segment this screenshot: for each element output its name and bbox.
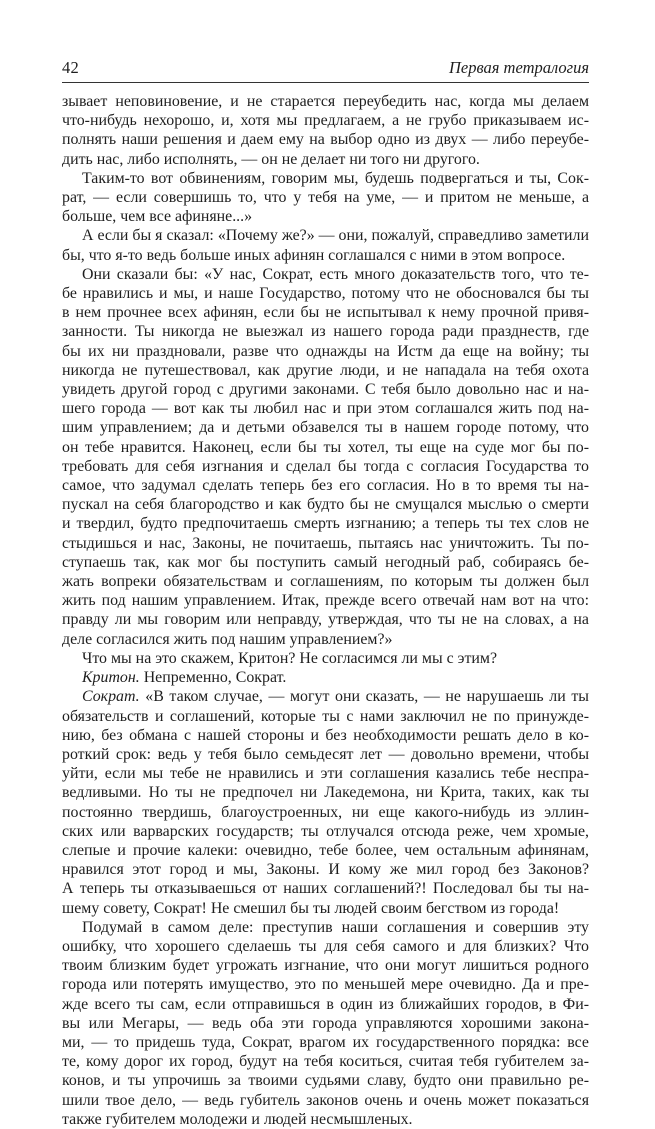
text-line bbox=[62, 918, 589, 937]
paragraph bbox=[62, 92, 589, 169]
text-line bbox=[62, 841, 589, 860]
line-text: вы или Мегары, — ведь оба эти города управляются хорошими закона- bbox=[62, 1014, 589, 1032]
line-text: правду ли мы говорим или неправду, утверждая, что ты не на словах, а на bbox=[62, 611, 589, 629]
page-number: 42 bbox=[62, 58, 79, 77]
text-line bbox=[62, 438, 589, 457]
line-text: ведливыми. Но ты не предпочел ни Лакедемона, ни Крита, таких, как ты bbox=[62, 784, 589, 802]
line-text: жде всего ты сам, если отправишься в один из ближайших городов, в Фи- bbox=[62, 995, 589, 1013]
text-line bbox=[62, 687, 589, 706]
line-text: постоянно твердишь, благоустроенных, ни еще какого-нибудь из эллин- bbox=[62, 803, 589, 821]
line-text: Они сказали бы: «У нас, Сократ, есть много доказательств того, что те- bbox=[82, 265, 589, 283]
text-line bbox=[62, 495, 589, 514]
text-line bbox=[62, 1071, 589, 1090]
text-line bbox=[62, 322, 589, 341]
text-line bbox=[62, 668, 589, 687]
text-line bbox=[62, 610, 589, 629]
text-line bbox=[62, 956, 589, 975]
text-line bbox=[62, 1014, 589, 1033]
line-text: пускал на себя благородство и как будто бы не смущался мыслью о смерти bbox=[62, 496, 589, 514]
header-rule bbox=[62, 82, 589, 83]
text-line bbox=[62, 822, 589, 841]
text-line bbox=[62, 246, 589, 265]
text-line bbox=[62, 418, 589, 437]
line-text: жить под нашим управлением. Итак, прежде всего отвечай нам вот на что: bbox=[62, 592, 589, 610]
text-line bbox=[62, 879, 589, 898]
line-text: А если бы я сказал: «Почему же?» — они, пожалуй, справедливо заметили bbox=[82, 227, 589, 245]
line-text: что-нибудь нехорошо, и, хотя мы предлагаем, а не грубо приказываем ис- bbox=[62, 112, 589, 130]
line-text: шего города — вот как ты любил нас и при этом соглашался жить под на- bbox=[62, 400, 589, 418]
text-line bbox=[62, 188, 589, 207]
line-text: жать вопреки обязательствам и соглашениям, по которым ты должен был bbox=[62, 573, 589, 591]
line-text: деле согласился жить под нашим управлением?» bbox=[62, 630, 393, 648]
line-text: Непременно, Сократ. bbox=[139, 669, 287, 687]
line-text: ступаешь так, как мог бы поступить самый негодный раб, собираясь бе- bbox=[62, 553, 589, 571]
line-text: нравился этот город и мы, Законы. И кому же мил город без Законов? bbox=[62, 861, 589, 879]
line-text: обязательств и соглашений, которые ты с нами заключил не по принужде- bbox=[62, 707, 589, 725]
line-text: самое, что задумал сделать теперь без его согласия. Но в то время ты на- bbox=[62, 477, 589, 495]
line-text: те, кому дорог их город, будут на тебя коситься, считая тебя губителем за- bbox=[62, 1053, 589, 1071]
line-text: дить нас, либо исполнять, — он не делает ни того ни другого. bbox=[62, 150, 480, 168]
text-line bbox=[62, 783, 589, 802]
text-line bbox=[62, 649, 589, 668]
paragraph bbox=[62, 226, 589, 264]
text-line bbox=[62, 150, 589, 169]
line-text: Подумай в самом деле: преступив наши соглашения и совершив эту bbox=[82, 918, 589, 936]
text-line bbox=[62, 1110, 589, 1129]
text-line bbox=[62, 860, 589, 879]
text-line bbox=[62, 975, 589, 994]
line-text: рат, — если совершишь то, что у тебя на уме, — и притом не меньше, а bbox=[62, 189, 589, 207]
text-line bbox=[62, 303, 589, 322]
line-text: А теперь ты отказываешься от наших соглашений?! Последовал бы ты на- bbox=[62, 880, 589, 898]
text-line bbox=[62, 342, 589, 361]
text-line bbox=[62, 534, 589, 553]
text-line bbox=[62, 572, 589, 591]
text-line bbox=[62, 630, 589, 649]
line-text: и твердил, будто предпочитаешь смерть изгнанию; а теперь ты тех слов не bbox=[62, 515, 589, 533]
text-line bbox=[62, 380, 589, 399]
line-text: «В таком случае, — могут они сказать, — не нарушаешь ли ты bbox=[139, 688, 589, 706]
line-text: больше, чем все афиняне...» bbox=[62, 208, 253, 226]
text-line bbox=[62, 457, 589, 476]
text-line bbox=[62, 995, 589, 1014]
text-line bbox=[62, 937, 589, 956]
line-text: полнять наши решения и даем ему на выбор одно из двух — либо переубе- bbox=[62, 131, 589, 149]
line-text: конов, и ты упрочишь за твоими судьями славу, будто они правильно ре- bbox=[62, 1072, 589, 1090]
text-line bbox=[62, 745, 589, 764]
line-text: твоим близким будет угрожать изгнание, что они могут лишиться родного bbox=[62, 957, 589, 975]
line-text: в нем прочнее всех афинян, если бы не испытывал к нему прочной привя- bbox=[62, 304, 589, 322]
text-line bbox=[62, 1052, 589, 1071]
text-line bbox=[62, 591, 589, 610]
line-text: бы их ни праздновали, разве что однажды на Истм да еще на войну; ты bbox=[62, 342, 589, 360]
line-text: уйти, если мы тебе не нравились и эти соглашения казались тебе неспра- bbox=[62, 765, 589, 783]
text-line bbox=[62, 399, 589, 418]
body-text bbox=[62, 92, 589, 1129]
line-text: требовать для себя изгнания и сделал бы тогда с согласия Государства то bbox=[62, 457, 589, 475]
paragraph bbox=[62, 687, 589, 917]
line-text: роткий срок: ведь у тебя было семьдесят лет — довольно времени, чтобы bbox=[62, 745, 589, 763]
line-text: ми, — то придешь туда, Сократ, врагом их государственного порядка: все bbox=[62, 1033, 589, 1051]
line-text: бы, что я-то ведь больше иных афинян соглашался с ними в этом вопросе. bbox=[62, 246, 566, 264]
line-text: Таким-то вот обвинениям, говорим мы, будешь подвергаться и ты, Сок- bbox=[82, 169, 589, 187]
text-line bbox=[62, 553, 589, 572]
line-text: Что мы на это скажем, Критон? Не согласимся ли мы с этим? bbox=[82, 649, 498, 667]
line-text: нию, без обмана с нашей стороны и без необходимости решать дело в ко- bbox=[62, 726, 589, 744]
text-line bbox=[62, 726, 589, 745]
line-text: также губителем молодежи и людей несмышленых. bbox=[62, 1110, 413, 1128]
line-text: бе нравились и мы, и наше Государство, потому что не обосновался бы ты bbox=[62, 285, 589, 303]
speaker-name: Критон. bbox=[82, 669, 140, 687]
text-line bbox=[62, 169, 589, 188]
line-text: шили твое дело, — ведь губитель законов очень и очень может показаться bbox=[62, 1091, 589, 1109]
text-line bbox=[62, 111, 589, 130]
paragraph bbox=[62, 265, 589, 649]
text-line bbox=[62, 899, 589, 918]
text-line bbox=[62, 514, 589, 533]
text-line bbox=[62, 476, 589, 495]
line-text: ошибку, что хорошего сделаешь ты для себя самого и для близких? Что bbox=[62, 937, 589, 955]
paragraph bbox=[62, 169, 589, 227]
paragraph bbox=[62, 649, 589, 668]
line-text: слепые и прочие калеки: очевидно, тебе более, чем остальным афинянам, bbox=[62, 841, 589, 859]
line-text: занности. Ты никогда не выезжал из нашего города ради празднеств, где bbox=[62, 323, 589, 341]
line-text: шему совету, Сократ! Не смешил бы ты людей своим бегством из города! bbox=[62, 899, 560, 917]
text-line bbox=[62, 707, 589, 726]
speaker-name: Сократ. bbox=[82, 688, 140, 706]
line-text: города или потерять имущество, это по меньшей мере очевидно. Да и пре- bbox=[62, 976, 589, 994]
text-line bbox=[62, 207, 589, 226]
paragraph bbox=[62, 668, 589, 687]
line-text: ских или варварских государств; ты отлучался отсюда реже, чем хромые, bbox=[62, 822, 589, 840]
text-line bbox=[62, 1091, 589, 1110]
text-line bbox=[62, 361, 589, 380]
line-text: зывает неповиновение, и не старается переубедить нас, когда мы делаем bbox=[62, 93, 589, 110]
text-line bbox=[62, 130, 589, 149]
text-line bbox=[62, 92, 589, 111]
text-line bbox=[62, 764, 589, 783]
text-line bbox=[62, 803, 589, 822]
line-text: шим управлением; да и детьми обзавелся ты в нашем городе потому, что bbox=[62, 419, 589, 437]
paragraph bbox=[62, 918, 589, 1129]
line-text: никогда не путешествовал, как другие люди, и не нападала на тебя охота bbox=[62, 361, 589, 379]
running-head: Первая тетралогия bbox=[448, 58, 589, 77]
text-line bbox=[62, 1033, 589, 1052]
line-text: увидеть другой город с другими законами. С тебя было довольно нас и на- bbox=[62, 381, 589, 399]
line-text: он тебе нравится. Наконец, если бы ты хотел, ты еще на суде мог бы по- bbox=[62, 438, 589, 456]
text-line bbox=[62, 284, 589, 303]
text-line bbox=[62, 226, 589, 245]
text-line bbox=[62, 265, 589, 284]
line-text: стыдишься и нас, Законы, не почитаешь, пытаясь нас уничтожить. Ты по- bbox=[62, 534, 589, 552]
